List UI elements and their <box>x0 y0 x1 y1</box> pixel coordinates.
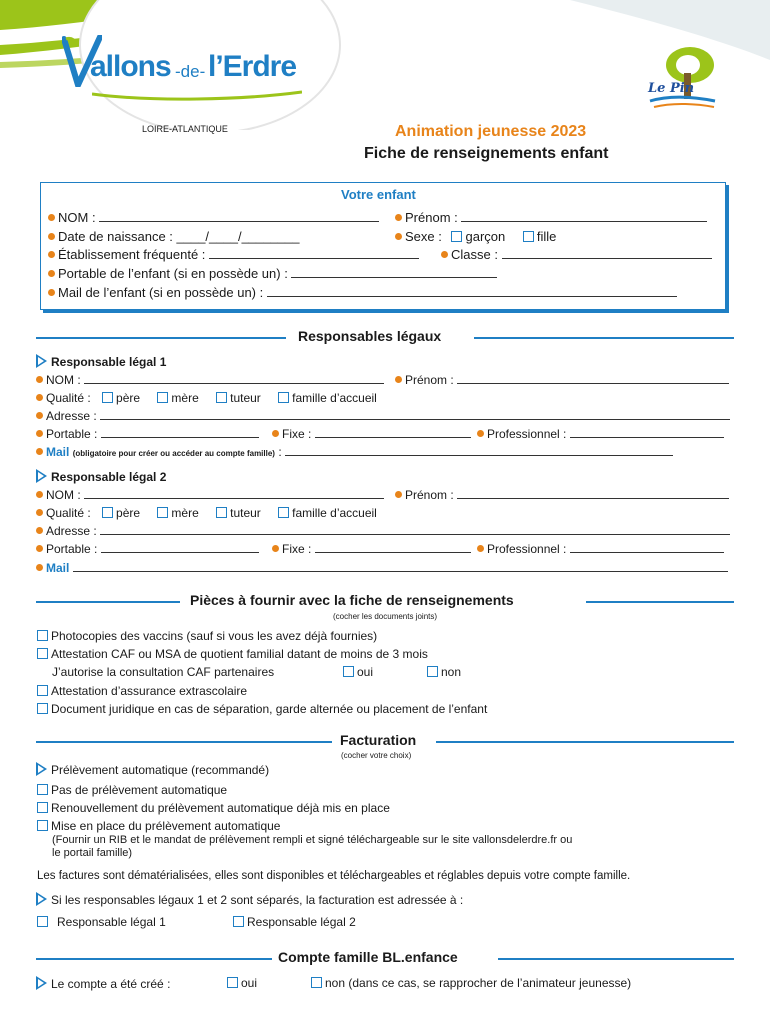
r2-portable-row <box>36 542 259 556</box>
logo-brand-main: allons <box>90 50 171 83</box>
fact-pas-row <box>37 783 227 797</box>
fact-mise-detail2: le portail famille) <box>52 847 133 859</box>
pere-label: père <box>116 391 141 405</box>
piece-assurance-row <box>37 684 247 698</box>
bullet-icon <box>36 564 43 571</box>
compte-cree-row <box>36 976 170 991</box>
facturation-note: (cocher votre choix) <box>341 751 412 760</box>
compte-heading: Compte famille BL.enfance <box>272 949 464 965</box>
piece-vaccins-row <box>37 629 377 643</box>
piece-autorise-oui <box>343 665 373 679</box>
bullet-icon <box>36 376 43 383</box>
bullet-icon <box>395 491 402 498</box>
bullet-icon <box>477 430 484 437</box>
enfant-nom-field[interactable] <box>99 211 379 222</box>
r2-prenom-field[interactable] <box>457 488 729 499</box>
section-rule-right <box>474 337 734 339</box>
r2-mail-field[interactable] <box>73 561 728 572</box>
facturation-section-header <box>36 732 736 750</box>
checkbox-vaccins[interactable] <box>37 630 48 641</box>
piece-juridique-row <box>37 702 487 716</box>
bullet-icon <box>36 394 43 401</box>
r2-checkbox-tuteur[interactable] <box>216 507 227 518</box>
piece-vaccins-label: Photocopies des vaccins (sauf si vous les avez déjà fournies) <box>51 629 378 643</box>
r1-portable-row <box>36 427 259 441</box>
mere-label: mère <box>171 391 199 405</box>
fact-resp2-row <box>233 915 356 929</box>
r2-qualite-label: Qualité : <box>46 506 91 520</box>
r1-prenom-field[interactable] <box>457 373 729 384</box>
r2-pro-row <box>477 542 724 556</box>
r2-pro-label: Professionnel : <box>487 542 567 556</box>
enfant-prenom-row <box>395 210 707 225</box>
r2-mail-row <box>36 561 728 575</box>
r1-title-row <box>36 354 166 369</box>
fact-renouvellement-label: Renouvellement du prélèvement automatique déjà mis en place <box>51 801 390 815</box>
le-pin-tree-icon <box>640 45 720 115</box>
bullet-icon <box>395 233 402 240</box>
r1-mail-colon: : <box>278 445 282 459</box>
bullet-icon <box>395 376 402 383</box>
compte-oui-row <box>227 976 257 990</box>
autorise-non-label: non <box>441 665 462 679</box>
r1-portable-label: Portable : <box>46 427 98 441</box>
r2-portable-label: Portable : <box>46 542 98 556</box>
checkbox-compte-oui[interactable] <box>227 977 238 988</box>
piece-juridique-label: Document juridique en cas de séparation, garde alternée ou placement de l’enfant <box>51 702 488 716</box>
checkbox-juridique[interactable] <box>37 703 48 714</box>
enfant-naissance-row[interactable] <box>48 229 299 244</box>
r1-nom-field[interactable] <box>84 373 384 384</box>
compte-cree-label: Le compte a été créé : <box>51 977 171 991</box>
enfant-heading: Votre enfant <box>341 187 416 202</box>
enfant-classe-field[interactable] <box>502 248 712 259</box>
fact-factures-text: Les factures sont dématérialisées, elles sont disponibles et téléchargeables et réglables depuis votre compte famille. <box>37 870 631 882</box>
checkbox-autorise-oui[interactable] <box>343 666 354 677</box>
r2-mail-label: Mail <box>46 561 70 575</box>
r2-portable-field[interactable] <box>101 542 259 553</box>
enfant-etablissement-field[interactable] <box>209 248 419 259</box>
checkbox-fille[interactable] <box>523 231 534 242</box>
checkbox-pas-prelevement[interactable] <box>37 784 48 795</box>
checkbox-autorise-non[interactable] <box>427 666 438 677</box>
piece-autorise-label: J’autorise la consultation CAF partenaires <box>52 665 275 679</box>
enfant-portable-label: Portable de l’enfant (si en possède un) : <box>58 266 288 281</box>
enfant-classe-row <box>441 247 712 262</box>
enfant-etablissement-row <box>48 247 419 262</box>
fact-prelevement-label: Prélèvement automatique (recommandé) <box>51 763 270 777</box>
compte-section-header <box>36 949 736 967</box>
piece-autorise-row <box>52 665 274 679</box>
responsables-section-header <box>36 328 736 346</box>
r2-adresse-field[interactable] <box>100 524 730 535</box>
fact-prelevement-row[interactable] <box>36 762 269 777</box>
logo-swoosh <box>92 90 302 102</box>
enfant-etablissement-label: Établissement fréquenté : <box>58 247 206 262</box>
bullet-icon <box>48 270 55 277</box>
fact-renouvellement-row <box>37 801 390 815</box>
section-rule-left <box>36 741 332 743</box>
r1-fixe-label: Fixe : <box>282 427 312 441</box>
fact-mise-label: Mise en place du prélèvement automatique <box>51 819 281 833</box>
fact-resp2-label: Responsable légal 2 <box>247 915 356 929</box>
famille-label: famille d’accueil <box>292 391 377 405</box>
r1-portable-field[interactable] <box>101 427 259 438</box>
r2-nom-row <box>36 488 384 502</box>
tuteur-label: tuteur <box>230 391 261 405</box>
r1-qualite-label: Qualité : <box>46 391 91 405</box>
r1-qualite-row <box>36 391 377 405</box>
checkbox-mise-en-place[interactable] <box>37 820 48 831</box>
checkbox-resp2[interactable] <box>233 916 244 927</box>
facturation-heading: Facturation <box>334 732 422 748</box>
r2-prenom-label: Prénom : <box>405 488 454 502</box>
piece-caf-label: Attestation CAF ou MSA de quotient familial datant de moins de 3 mois <box>51 647 428 661</box>
r2-checkbox-pere[interactable] <box>102 507 113 518</box>
compte-non-row <box>311 976 631 990</box>
pere-label: père <box>116 506 141 520</box>
r1-nom-row <box>36 373 384 387</box>
fact-mise-row <box>37 819 280 833</box>
r1-mail-field[interactable] <box>285 445 673 456</box>
r1-mail-row <box>36 445 673 459</box>
r1-mail-note: (obligatoire pour créer ou accéder au compte famille) <box>72 449 275 458</box>
r1-adresse-field[interactable] <box>100 409 730 420</box>
bullet-icon <box>441 251 448 258</box>
r2-nom-field[interactable] <box>84 488 384 499</box>
enfant-mail-label: Mail de l’enfant (si en possède un) : <box>58 285 264 300</box>
r1-pro-label: Professionnel : <box>487 427 567 441</box>
r2-title-row <box>36 469 166 484</box>
enfant-prenom-field[interactable] <box>461 211 707 222</box>
enfant-sexe-row <box>395 229 556 244</box>
r1-fixe-row <box>272 427 471 441</box>
pieces-heading: Pièces à fournir avec la fiche de renseignements <box>184 592 520 608</box>
tuteur-label: tuteur <box>230 506 261 520</box>
arrow-icon <box>36 892 47 906</box>
r1-checkbox-famille[interactable] <box>278 392 289 403</box>
arrow-icon <box>36 976 47 990</box>
r1-checkbox-mere[interactable] <box>157 392 168 403</box>
r1-fixe-field[interactable] <box>315 427 471 438</box>
famille-label: famille d’accueil <box>292 506 377 520</box>
enfant-naissance-label: Date de naissance : ____/____/________ <box>58 229 300 244</box>
page-subtitle: Fiche de renseignements enfant <box>364 145 609 162</box>
page-title: Animation jeunesse 2023 <box>395 123 587 140</box>
le-pin-logo <box>640 45 720 115</box>
fact-pas-label: Pas de prélèvement automatique <box>51 783 228 797</box>
r1-prenom-row <box>395 373 729 387</box>
bullet-icon <box>36 509 43 516</box>
enfant-sexe-label: Sexe : <box>405 229 442 244</box>
bullet-icon <box>48 233 55 240</box>
fact-separes-row <box>36 892 463 907</box>
bullet-icon <box>395 214 402 221</box>
responsables-heading: Responsables légaux <box>292 328 447 344</box>
bullet-icon <box>36 430 43 437</box>
garcon-label: garçon <box>465 229 506 244</box>
enfant-nom-label: NOM : <box>58 210 96 225</box>
section-rule-right <box>586 601 734 603</box>
arrow-icon <box>36 354 47 368</box>
checkbox-compte-non[interactable] <box>311 977 322 988</box>
autorise-oui-label: oui <box>357 665 374 679</box>
r2-checkbox-mere[interactable] <box>157 507 168 518</box>
arrow-icon <box>36 469 47 483</box>
bullet-icon <box>36 527 43 534</box>
r1-title: Responsable légal 1 <box>51 355 167 369</box>
r1-prenom-label: Prénom : <box>405 373 454 387</box>
region-label: LOIRE-ATLANTIQUE <box>142 124 228 134</box>
r1-pro-row <box>477 427 724 441</box>
enfant-classe-label: Classe : <box>451 247 498 262</box>
r2-adresse-label: Adresse : <box>46 524 97 538</box>
enfant-mail-row <box>48 285 677 300</box>
vallons-logo <box>62 35 312 115</box>
r1-adresse-label: Adresse : <box>46 409 97 423</box>
checkbox-garcon[interactable] <box>451 231 462 242</box>
enfant-portable-row <box>48 266 497 281</box>
enfant-prenom-label: Prénom : <box>405 210 458 225</box>
r2-fixe-row <box>272 542 471 556</box>
bullet-icon <box>272 545 279 552</box>
bullet-icon <box>477 545 484 552</box>
r2-checkbox-famille[interactable] <box>278 507 289 518</box>
fact-mise-detail1: (Fournir un RIB et le mandat de prélèvement rempli et signé téléchargeable sur le site vallonsdelerdre.fr ou <box>52 834 573 846</box>
logo-brand-erdre: l’Erdre <box>208 50 297 83</box>
arrow-icon <box>36 762 47 776</box>
section-rule-left <box>36 337 286 339</box>
r1-adresse-row <box>36 409 730 423</box>
fact-separes-label: Si les responsables légaux 1 et 2 sont séparés, la facturation est adressée à : <box>51 893 464 907</box>
r2-prenom-row <box>395 488 729 502</box>
bullet-icon <box>36 545 43 552</box>
bullet-icon <box>36 412 43 419</box>
r1-nom-label: NOM : <box>46 373 81 387</box>
section-rule-right <box>436 741 734 743</box>
section-rule-left <box>36 958 272 960</box>
r2-nom-label: NOM : <box>46 488 81 502</box>
enfant-portable-field[interactable] <box>291 267 497 278</box>
enfant-mail-field[interactable] <box>267 286 677 297</box>
pieces-section-header <box>36 592 736 610</box>
bullet-icon <box>48 214 55 221</box>
r2-pro-field[interactable] <box>570 542 724 553</box>
bullet-icon <box>48 251 55 258</box>
checkbox-caf[interactable] <box>37 648 48 659</box>
r2-title: Responsable légal 2 <box>51 470 167 484</box>
mere-label: mère <box>171 506 199 520</box>
r2-fixe-label: Fixe : <box>282 542 312 556</box>
r2-adresse-row <box>36 524 730 538</box>
checkbox-renouvellement[interactable] <box>37 802 48 813</box>
bullet-icon <box>36 491 43 498</box>
bullet-icon <box>36 448 43 455</box>
fact-resp1-label: Responsable légal 1 <box>57 915 166 929</box>
bullet-icon <box>48 289 55 296</box>
checkbox-assurance[interactable] <box>37 685 48 696</box>
enfant-nom-row <box>48 210 379 225</box>
compte-non-label: non (dans ce cas, se rapprocher de l’animateur jeunesse) <box>325 976 632 990</box>
piece-assurance-label: Attestation d’assurance extrascolaire <box>51 684 248 698</box>
piece-autorise-non <box>427 665 461 679</box>
r1-checkbox-pere[interactable] <box>102 392 113 403</box>
fille-label: fille <box>536 229 557 244</box>
logo-brand-de: -de- <box>175 62 206 81</box>
le-pin-text: Le Pin <box>648 81 695 96</box>
bullet-icon <box>272 430 279 437</box>
r2-fixe-field[interactable] <box>315 542 471 553</box>
section-rule-left <box>36 601 180 603</box>
section-rule-right <box>498 958 734 960</box>
pieces-note: (cocher les documents joints) <box>333 612 438 621</box>
r1-pro-field[interactable] <box>570 427 724 438</box>
r1-mail-label: Mail <box>46 445 70 459</box>
fact-resp1-row <box>37 915 166 929</box>
r1-checkbox-tuteur[interactable] <box>216 392 227 403</box>
piece-caf-row <box>37 647 428 661</box>
compte-oui-label: oui <box>241 976 258 990</box>
r2-qualite-row <box>36 506 377 520</box>
checkbox-resp1[interactable] <box>37 916 48 927</box>
